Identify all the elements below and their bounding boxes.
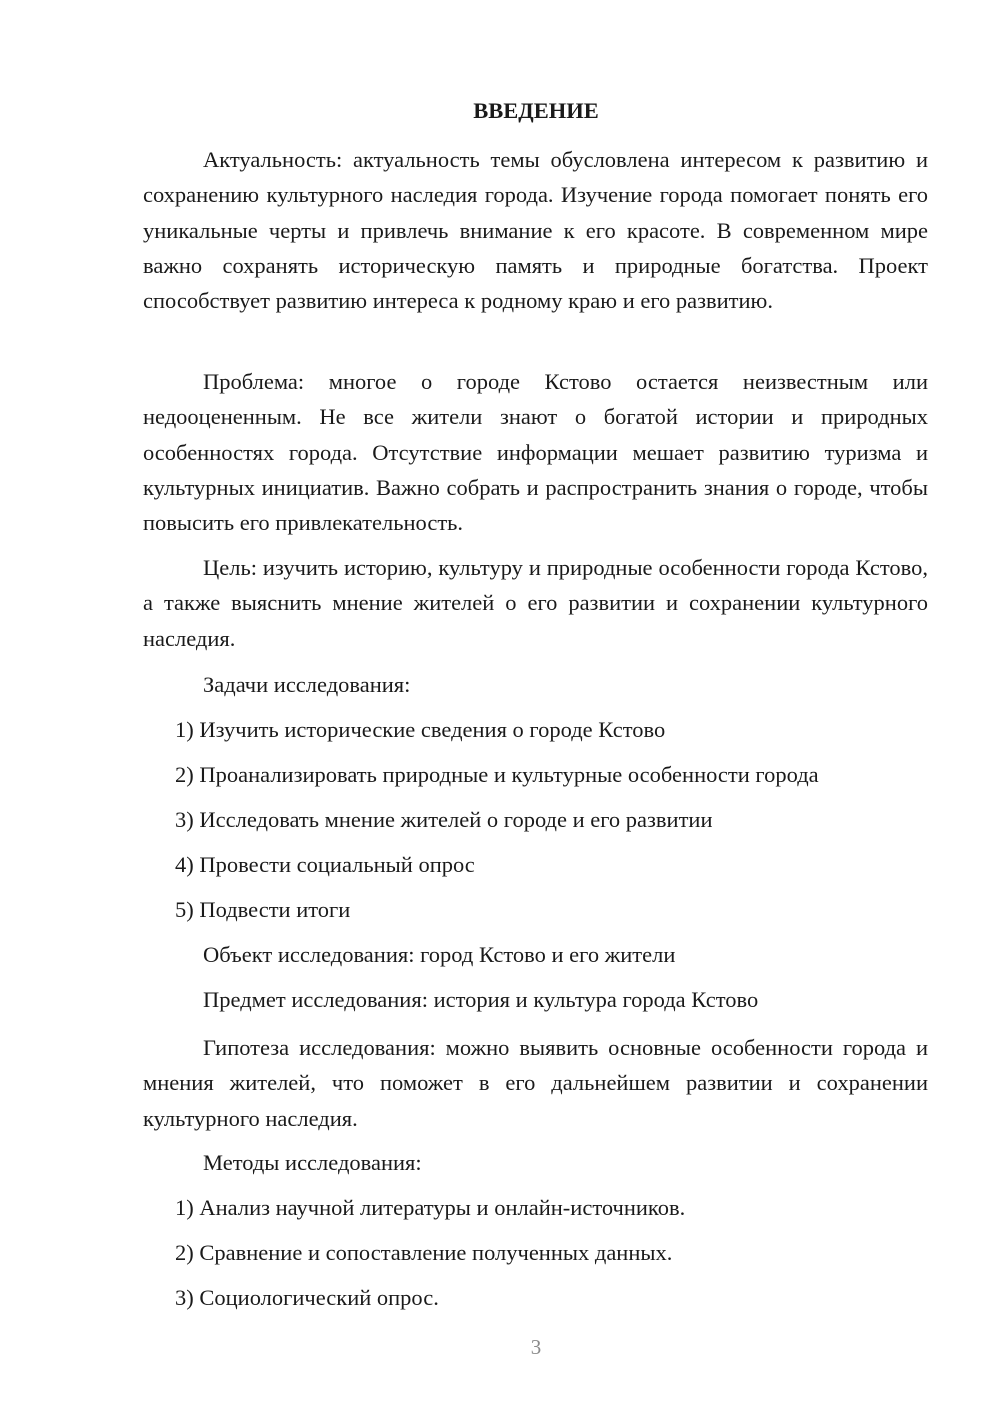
method-item: 1) Анализ научной литературы и онлайн-источников. — [175, 1195, 686, 1220]
page-number: 3 — [530, 1335, 542, 1359]
subject-line: Предмет исследования: история и культура города Кстово — [203, 987, 759, 1012]
problem-paragraph: Проблема: многое о городе Кстово остается неизвестным или недооцененным. Не все жители знают о богатой истории и природных особенностях города. Отсутствие информации мешает развитию туризма и культурных инициатив. Важно собрать и распространить знания о городе, чтобы повысить его привлекательность. — [143, 369, 928, 536]
task-item: 2) Проанализировать природные и культурные особенности города — [175, 762, 819, 787]
methods-heading: Методы исследования: — [203, 1150, 422, 1175]
relevance-paragraph: Актуальность: актуальность темы обусловлена интересом к развитию и сохранению культурного наследия города. Изучение города помогает понять его уникальные черты и привлечь внимание к его красоте. В современном мире важно сохранять историческую память и природные богатства. Проект способствует развитию интереса к родному краю и его развитию. — [143, 147, 928, 314]
task-item: 4) Провести социальный опрос — [175, 852, 475, 877]
method-item: 2) Сравнение и сопоставление полученных данных. — [175, 1240, 673, 1265]
method-item: 3) Социологический опрос. — [175, 1285, 439, 1310]
task-item: 3) Исследовать мнение жителей о городе и его развитии — [175, 807, 713, 832]
goal-paragraph: Цель: изучить историю, культуру и природные особенности города Кстово, а также выяснить мнение жителей о его развитии и сохранении культурного наследия. — [143, 555, 928, 651]
hypothesis-paragraph: Гипотеза исследования: можно выявить основные особенности города и мнения жителей, что поможет в его дальнейшем развитии и сохранении культурного наследия. — [143, 1035, 928, 1131]
tasks-heading: Задачи исследования: — [203, 672, 411, 697]
task-item: 5) Подвести итоги — [175, 897, 351, 922]
task-item: 1) Изучить исторические сведения о городе Кстово — [175, 717, 666, 742]
page-title: ВВЕДЕНИЕ — [473, 98, 599, 123]
object-line: Объект исследования: город Кстово и его жители — [203, 942, 676, 967]
